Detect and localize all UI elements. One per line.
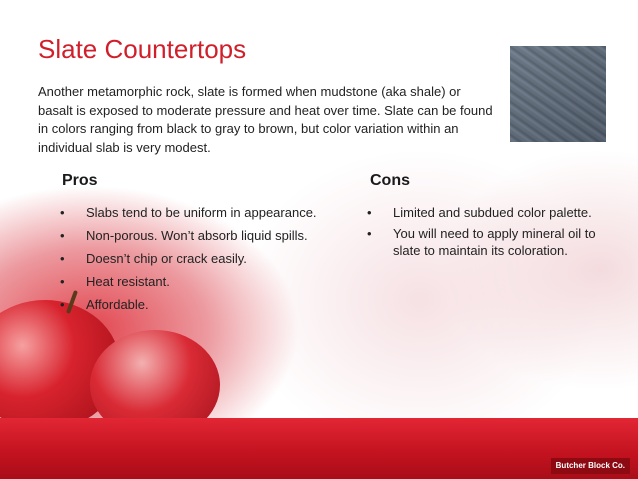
list-item-text: Doesn’t chip or crack easily.	[86, 251, 247, 266]
list-item-text: You will need to apply mineral oil to slate to maintain its coloration.	[393, 226, 596, 258]
list-item	[60, 204, 360, 221]
list-item-text: Heat resistant.	[86, 274, 170, 289]
cons-list	[367, 204, 607, 263]
list-item	[367, 204, 607, 221]
list-item	[60, 296, 360, 313]
list-item-text: Limited and subdued color palette.	[393, 205, 592, 220]
list-item	[60, 227, 360, 244]
list-item-text: Non-porous. Won’t absorb liquid spills.	[86, 228, 308, 243]
list-item-text: Slabs tend to be uniform in appearance.	[86, 205, 317, 220]
pros-list	[60, 204, 360, 319]
bullet: •	[367, 205, 372, 220]
pros-heading: Pros	[62, 172, 98, 189]
list-item-text: Affordable.	[86, 297, 149, 312]
bullet: •	[60, 205, 65, 220]
intro-paragraph: Another metamorphic rock, slate is formed when mudstone (aka shale) or basalt is exposed to moderate pressure and heat over time. Slate can be found in colors ranging from black to gray to brown, but color variation within an individual slab is very modest.	[38, 84, 493, 155]
bullet: •	[60, 228, 65, 243]
bullet: •	[60, 297, 65, 312]
bullet: •	[60, 251, 65, 266]
cons-heading: Cons	[370, 172, 410, 189]
list-item	[60, 250, 360, 267]
brand-label: Butcher Block Co.	[551, 458, 630, 474]
slate-sample-image	[510, 46, 606, 142]
list-item	[367, 225, 607, 259]
bullet: •	[60, 274, 65, 289]
footer-band	[0, 418, 638, 479]
list-item	[60, 273, 360, 290]
slide-title: Slate Countertops	[38, 34, 247, 64]
bullet: •	[367, 226, 372, 241]
